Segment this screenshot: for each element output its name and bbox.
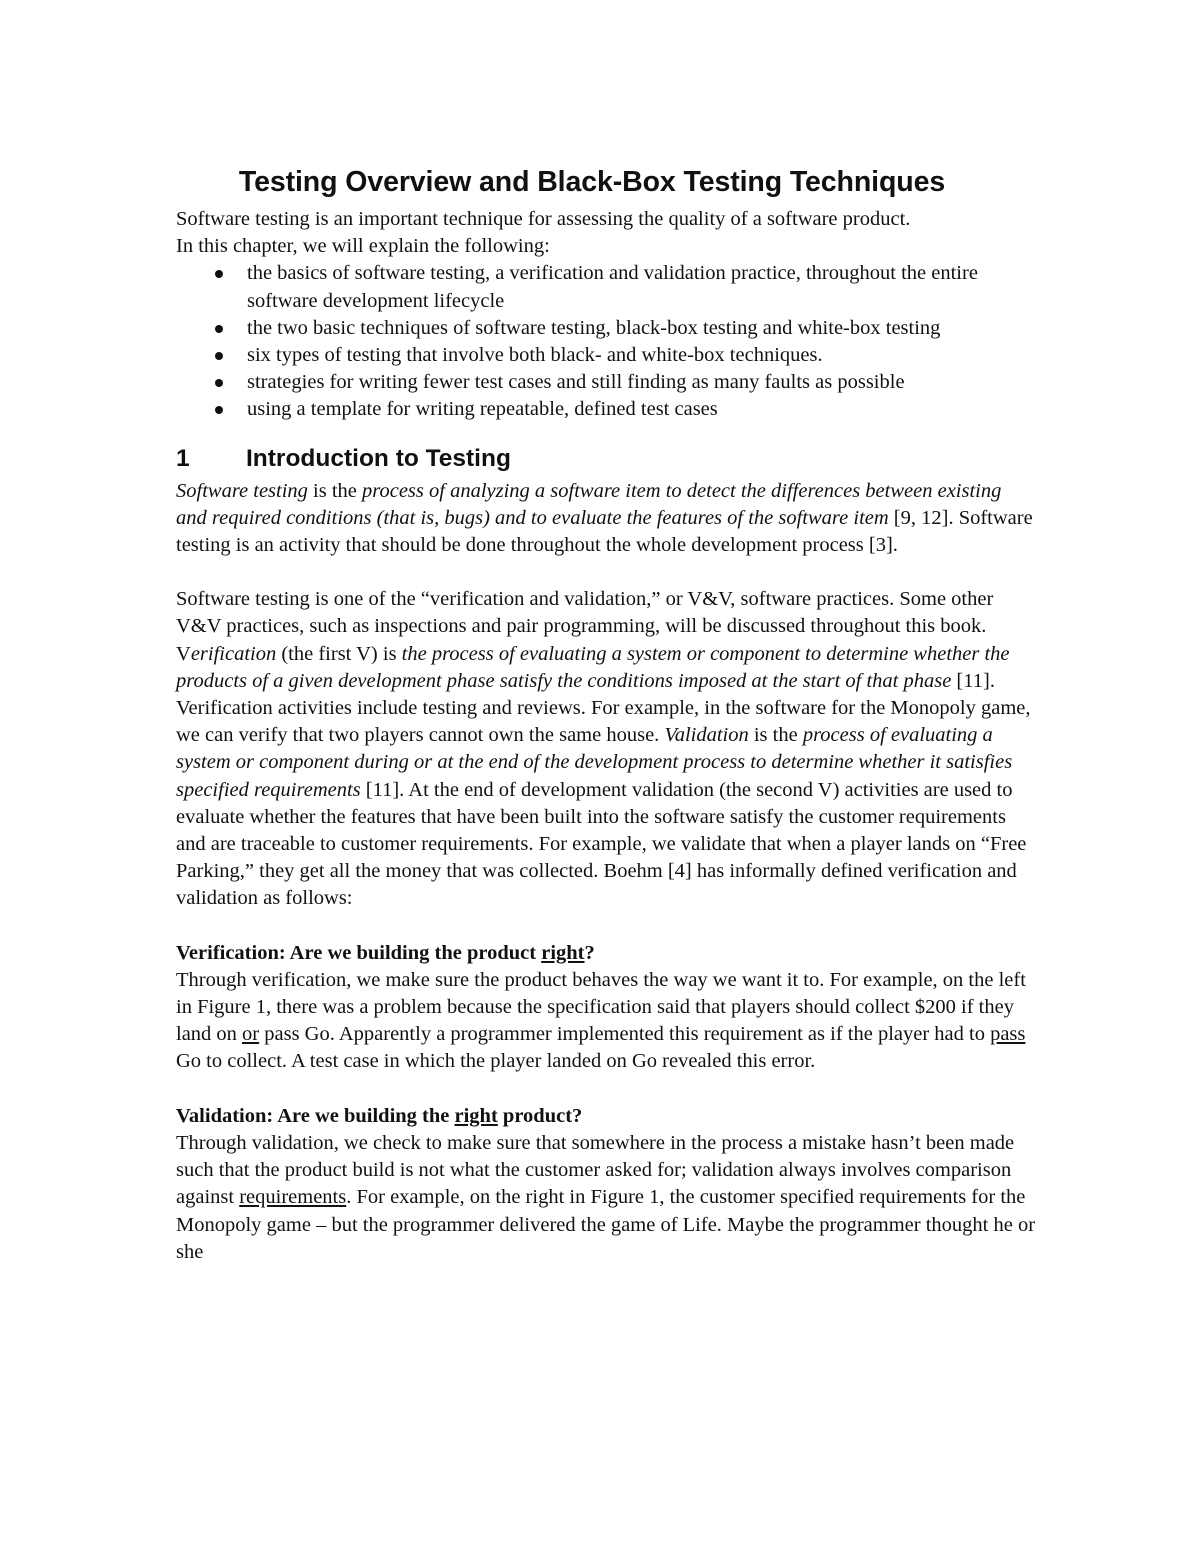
validation-paragraph — [176, 1130, 1036, 1266]
text-run: pass Go. Apparently a programmer implemented this requirement as if the player had to — [259, 1023, 991, 1046]
text-run: Validation: Are we building the — [176, 1104, 455, 1127]
list-item — [176, 342, 1037, 369]
text-run: Verification: Are we building the product — [176, 941, 542, 964]
intro-paragraph-2: In this chapter, we will explain the following: — [176, 235, 550, 258]
list-item — [176, 260, 1037, 314]
text-run: ? — [584, 941, 595, 964]
text-run: [11]. Verification activities include testing and reviews. For example, in the software for the Monopoly game, we can verify that two players cannot own the same house. — [176, 669, 1031, 747]
definition-software-testing: process of analyzing a software item to detect the differences between existing and required conditions (that is, bugs) and to evaluate the features of the software item — [176, 479, 1002, 529]
term-validation: Validation — [664, 724, 749, 747]
text-run: is the — [307, 479, 363, 502]
text-run: Through validation, we check to make sure that somewhere in the process a mistake hasn’t been made such that the product build is not what the customer asked for; validation always involves comparison against — [176, 1131, 1015, 1209]
objectives-list — [176, 260, 1036, 423]
section-number: 1 — [176, 444, 190, 472]
vv-paragraph — [176, 586, 1036, 912]
bullet-icon — [215, 325, 223, 333]
document-title: Testing Overview and Black-Box Testing Techniques — [238, 166, 946, 198]
validation-heading — [176, 1103, 1036, 1130]
bullet-icon — [215, 270, 223, 278]
term-verification: erification — [190, 642, 277, 665]
intro-paragraph-1: Software testing is an important technique for assessing the quality of a software product. — [176, 208, 911, 230]
text-run: Through verification, we make sure the product behaves the way we want it to. For example, on the left in Figure 1, there was a problem because the specification said that players should collect $200 if they land on — [176, 968, 1026, 1046]
list-item — [176, 396, 1037, 423]
list-item-text: strategies for writing fewer test cases and still finding as many faults as possible — [247, 371, 905, 394]
section-heading — [176, 443, 1036, 475]
text-run: (the first V) is — [276, 642, 402, 665]
page-content — [176, 160, 1036, 1266]
list-item-text: the two basic techniques of software testing, black-box testing and white-box testing — [247, 316, 941, 339]
bullet-icon — [215, 406, 223, 414]
verification-heading — [176, 940, 1036, 967]
definition-paragraph — [176, 478, 1036, 560]
section-title: Introduction to Testing — [246, 444, 511, 472]
underlined-word: right — [541, 941, 585, 964]
list-item-text: the basics of software testing, a verification and validation practice, throughout the entire software development lifecycle — [247, 262, 978, 312]
text-run: [11]. At the end of development validation (the second V) activities are used to evaluate whether the features that have been built into the software satisfy the customer requirements and are traceable to customer requirements. For example, we validate that when a player lands on “Free Parking,” they get all the money that was collected. Boehm [4] has informally defined verification and validation as follows: — [176, 778, 1027, 910]
list-item-text: using a template for writing repeatable, defined test cases — [247, 398, 718, 421]
list-item — [176, 369, 1037, 396]
text-run: product? — [497, 1104, 583, 1127]
bullet-icon — [215, 352, 223, 360]
text-run: is the — [748, 724, 803, 747]
text-run: Software testing is one of the “verification and validation,” or V&V, software practices. Some other V&V practices, such as inspections and pair programming, will be discussed throughout this book. V — [176, 588, 994, 665]
verification-paragraph — [176, 967, 1036, 1076]
text-run: [9, 12]. Software testing is an activity that should be done throughout the whole development process [3]. — [176, 506, 1033, 557]
underlined-word: pass — [990, 1023, 1026, 1046]
underlined-word: requirements — [239, 1186, 347, 1209]
term-software-testing: Software testing — [176, 479, 308, 502]
definition-verification: the process of evaluating a system or component to determine whether the products of a given development phase satisfy the conditions imposed at the start of that phase — [176, 642, 1010, 692]
text-run: . For example, on the right in Figure 1, the customer specified requirements for the Monopoly game – but the programmer delivered the game of Life. Maybe the programmer thought he or she — [176, 1186, 1036, 1263]
definition-validation: process of evaluating a system or component during or at the end of the development process to determine whether it satisfies specified requirements — [176, 724, 1013, 801]
text-run: Go to collect. A test case in which the player landed on Go revealed this error. — [176, 1050, 816, 1073]
bullet-icon — [215, 379, 223, 387]
list-item-text: six types of testing that involve both black- and white-box techniques. — [247, 344, 823, 367]
underlined-word: or — [242, 1023, 260, 1046]
underlined-word: right — [454, 1104, 498, 1127]
list-item — [176, 315, 1037, 342]
